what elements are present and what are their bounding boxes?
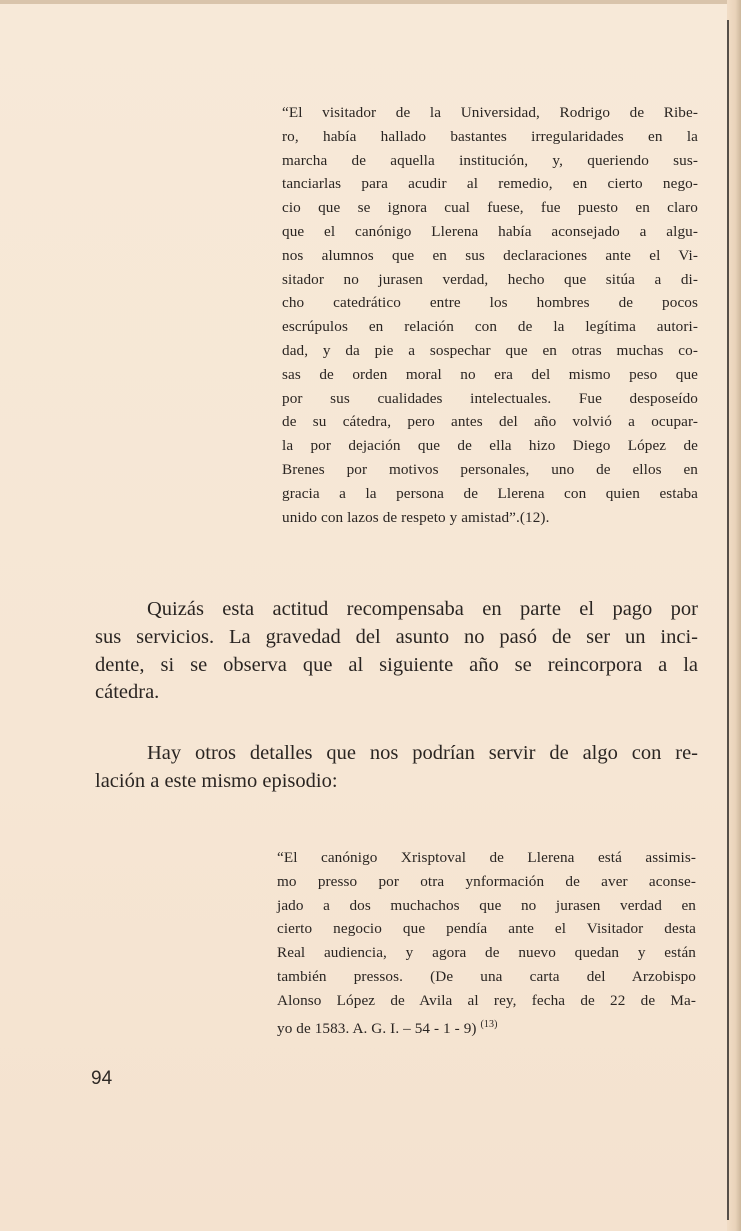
paragraph-line: sus servicios. La gravedad del asunto no pasó de ser un inci- [95, 625, 698, 648]
quote-line: por sus cualidades intelectuales. Fue desposeído [282, 389, 698, 407]
quote-line: marcha de aquella institución, y, queriendo sus- [282, 151, 698, 169]
page-number: 94 [91, 1068, 113, 1089]
paragraph-2 [95, 740, 698, 796]
paragraph-line: cátedra. [95, 681, 160, 704]
paragraph-line: Hay otros detalles que nos podrían servir de algo con re- [147, 742, 698, 764]
quote-line: también pressos. (De una carta del Arzobispo [277, 967, 696, 985]
quote-line: cierto negocio que pendía ante el Visitador desta [277, 920, 696, 938]
quote-line: jado a dos muchachos que no jurasen verdad en [277, 896, 696, 914]
quote-line-text: yo de 1583. A. G. I. – 54 - 1 - 9) [277, 1019, 477, 1037]
paragraph-line: Quizás esta actitud recompensaba en parte el pago por [147, 598, 698, 620]
page-top-edge [0, 0, 741, 4]
quote-line: mo presso por otra ynformación de aver aconse- [277, 872, 696, 890]
quote-line: cho catedrático entre los hombres de pocos [282, 294, 698, 312]
quote-line: unido con lazos de respeto y amistad”.(12). [282, 508, 550, 526]
quote-line: “El visitador de la Universidad, Rodrigo de Ribe- [282, 104, 698, 121]
quote-line: sas de orden moral no era del mismo peso que [282, 365, 698, 383]
quote-line: de su cátedra, pero antes del año volvió a ocupar- [282, 413, 698, 431]
quote-line: tanciarlas para acudir al remedio, en cierto nego- [282, 175, 698, 193]
quote-line: ro, había hallado bastantes irregularidades en la [282, 127, 698, 145]
quote-line: gracia a la persona de Llerena con quien estaba [282, 484, 698, 502]
quote-line: sitador no jurasen verdad, hecho que sitúa a di- [282, 270, 698, 288]
quote-line: cio que se ignora cual fuese, fue puesto en claro [282, 199, 698, 217]
quote-line: Alonso López de Avila al rey, fecha de 22 de Ma- [277, 991, 696, 1009]
quote-line: escrúpulos en relación con de la legítima autori- [282, 318, 698, 336]
quote-line: dad, y da pie a sospechar que en otras muchas co- [282, 341, 698, 359]
quote-line-last [277, 1013, 696, 1041]
paragraph-line: dente, si se observa que al siguiente año se reincorpora a la [95, 653, 698, 676]
quote-line: Real audiencia, y agora de nuevo quedan y están [277, 944, 696, 962]
quote-line: nos alumnos que en sus declaraciones ante el Vi- [282, 246, 698, 264]
paragraph-1 [95, 596, 698, 707]
quote-line: la por dejación que de ella hizo Diego López de [282, 437, 698, 455]
binding-line [727, 20, 729, 1220]
quote-line: Brenes por motivos personales, uno de ellos en [282, 460, 698, 478]
page-right-edge [727, 0, 741, 1231]
quote-line: que el canónigo Llerena había aconsejado a algu- [282, 222, 698, 240]
block-quote-1 [282, 101, 698, 529]
block-quote-2 [277, 846, 696, 1040]
quote-line: “El canónigo Xrisptoval de Llerena está assimis- [277, 849, 696, 866]
footnote-reference: (13) [480, 1018, 498, 1030]
paragraph-line: lación a este mismo episodio: [95, 769, 338, 792]
